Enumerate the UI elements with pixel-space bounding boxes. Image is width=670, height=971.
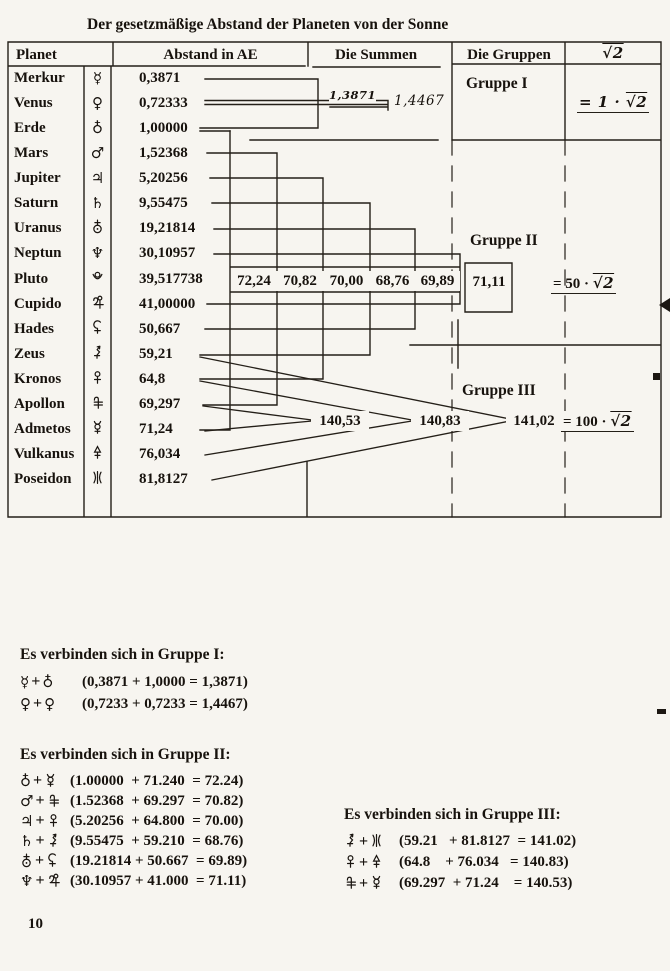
planet-name: Jupiter	[14, 170, 61, 187]
combination-row	[20, 693, 248, 715]
planet-distance-value: 30,10957	[139, 245, 196, 262]
table-row	[0, 293, 670, 315]
group2-sum-cell: 72,24	[231, 271, 277, 291]
jupiter-symbol-icon: ♃	[90, 169, 105, 188]
plus-sign: +	[33, 772, 43, 789]
pluto-symbol-icon	[84, 268, 111, 290]
mars-symbol-icon: ♂	[20, 792, 34, 810]
merkur-symbol-icon: ☿	[92, 69, 103, 87]
group3-sum: 140,53	[311, 411, 369, 431]
table-row	[0, 67, 670, 89]
planet-name: Kronos	[14, 370, 62, 387]
vulkanus-symbol-icon	[84, 443, 111, 465]
combination-row	[20, 791, 247, 811]
plus-sign: +	[359, 832, 369, 850]
kronos-symbol-icon	[47, 812, 60, 831]
combination-formula: (69.297 + 71.24 = 140.53)	[399, 875, 573, 891]
planet-distance-value: 19,21814	[139, 220, 196, 237]
group3-sum: 141,02	[506, 411, 562, 431]
planet-name: Apollon	[14, 395, 65, 412]
combination-formula: (1.52368 + 69.297 = 70.82)	[70, 792, 244, 809]
combination-row	[344, 873, 576, 894]
table-row	[0, 242, 670, 264]
combination-row	[344, 852, 576, 873]
cupido-symbol-icon	[47, 872, 60, 891]
planet-name: Cupido	[14, 295, 62, 312]
table-row	[0, 343, 670, 365]
neptun-symbol-icon: ♆	[20, 872, 34, 890]
kronos-symbol-icon	[344, 853, 357, 872]
planet-distance-value: 1,00000	[139, 120, 188, 137]
venus-symbol-icon: ♀	[44, 695, 56, 713]
table-row	[0, 368, 670, 390]
planet-name: Zeus	[14, 345, 45, 362]
page-title: Der gesetzmäßige Abstand der Planeten von der Sonne	[87, 16, 449, 33]
admetos-symbol-icon	[370, 874, 383, 893]
planet-distance-value: 0,72333	[139, 95, 188, 112]
table-row	[0, 167, 670, 189]
group3-sqrt-result: = 100 · √2	[563, 412, 632, 430]
erde-symbol-icon: ♁	[20, 772, 31, 790]
combination-formula: (0,7233 + 0,7233 = 1,4467)	[82, 695, 248, 712]
group3-combinations-section	[344, 806, 576, 894]
cupido-symbol-icon	[84, 293, 111, 315]
zeus-symbol-icon	[344, 832, 357, 851]
column-header-sqrt2: √2	[602, 44, 624, 62]
planet-distance-value: 39,517738	[139, 270, 203, 287]
apollon-symbol-icon	[84, 393, 111, 415]
saturn-symbol-icon: ♄	[20, 832, 34, 850]
section-heading: Es verbinden sich in Gruppe II:	[20, 746, 231, 763]
zeus-symbol-icon	[84, 343, 111, 365]
combination-formula: (59.21 + 81.8127 = 141.02)	[399, 833, 577, 849]
combination-formula: (9.55475 + 59.210 = 68.76)	[70, 832, 244, 849]
combination-row	[20, 831, 247, 851]
planet-name: Poseidon	[14, 471, 72, 488]
vulkanus-symbol-icon	[370, 853, 383, 872]
plus-sign: +	[33, 695, 43, 712]
group2-sum-cell: 71,11	[472, 274, 506, 290]
planet-name: Pluto	[14, 270, 49, 287]
scan-artifact	[657, 709, 666, 714]
plus-sign: +	[35, 812, 45, 829]
plus-sign: +	[31, 673, 41, 690]
group1-handwritten-sum2: 1,4467	[394, 93, 445, 109]
plus-sign: +	[359, 874, 369, 892]
group2-sum-cell: 70,82	[277, 271, 323, 291]
group2-sum-cell: 70,00	[323, 271, 370, 291]
combination-row	[20, 671, 248, 693]
hades-symbol-icon	[46, 852, 59, 871]
neptun-symbol-icon: ♆	[90, 244, 105, 263]
scan-artifact	[659, 298, 670, 312]
planet-name: Uranus	[14, 220, 62, 237]
table-row	[0, 468, 670, 490]
poseidon-symbol-icon	[370, 832, 383, 851]
group1-handwritten-sum1: 1,3871	[329, 88, 377, 102]
group2-sqrt-result: = 50 · √2	[553, 274, 615, 292]
uranus-symbol-icon	[84, 217, 111, 239]
uranus-symbol-icon	[20, 852, 33, 871]
group2-combinations-section	[20, 746, 247, 891]
planet-distance-value: 9,55475	[139, 195, 188, 212]
group1-combinations-section	[20, 646, 248, 715]
section-heading: Es verbinden sich in Gruppe I:	[20, 646, 225, 663]
column-header-gruppen: Die Gruppen	[467, 47, 551, 63]
table-row	[0, 217, 670, 239]
plus-sign: +	[359, 853, 369, 871]
planet-name: Saturn	[14, 195, 59, 212]
table-row	[0, 443, 670, 465]
column-header-planet: Planet	[16, 47, 57, 63]
zeus-symbol-icon	[47, 832, 60, 851]
kronos-symbol-icon	[84, 368, 111, 390]
planet-name: Venus	[14, 95, 53, 112]
group1-sqrt-result: = 1 · √2	[579, 93, 648, 111]
apollon-symbol-icon	[344, 874, 357, 893]
merkur-symbol-icon: ☿	[20, 673, 30, 691]
planet-distance-value: 69,297	[139, 395, 181, 412]
combination-row	[20, 771, 247, 791]
group2-sum-cell: 68,76	[370, 271, 415, 291]
table-row	[0, 117, 670, 139]
planet-name: Merkur	[14, 70, 65, 86]
combination-row	[20, 811, 247, 831]
table-row	[0, 318, 670, 340]
page-number: 10	[28, 916, 43, 932]
jupiter-symbol-icon: ♃	[20, 812, 34, 830]
admetos-symbol-icon	[84, 418, 111, 440]
apollon-symbol-icon	[47, 792, 60, 811]
planet-name: Admetos	[14, 420, 71, 437]
hades-symbol-icon	[84, 318, 111, 340]
planet-name: Neptun	[14, 245, 62, 262]
combination-formula: (30.10957 + 41.000 = 71.11)	[70, 872, 247, 889]
plus-sign: +	[35, 852, 45, 869]
combination-row	[344, 831, 576, 852]
combination-row	[20, 851, 247, 871]
combination-formula: (5.20256 + 64.800 = 70.00)	[70, 812, 244, 829]
combination-formula: (64.8 + 76.034 = 140.83)	[399, 854, 569, 870]
plus-sign: +	[35, 832, 45, 849]
combination-row	[20, 871, 247, 891]
planet-distance-value: 81,8127	[139, 471, 188, 488]
erde-symbol-icon: ♁	[42, 673, 54, 691]
planet-distance-value: 5,20256	[139, 170, 188, 187]
planet-name: Erde	[14, 120, 46, 137]
admetos-symbol-icon	[44, 772, 57, 791]
planet-distance-value: 0,3871	[139, 70, 181, 86]
saturn-symbol-icon: ♄	[90, 194, 105, 213]
combination-formula: (19.21814 + 50.667 = 69.89)	[70, 852, 248, 869]
group3-sum: 140,83	[411, 411, 469, 431]
planet-distance-value: 64,8	[139, 370, 166, 387]
table-row	[0, 192, 670, 214]
erde-symbol-icon: ♁	[92, 119, 103, 138]
section-heading: Es verbinden sich in Gruppe III:	[344, 806, 561, 823]
planet-distance-value: 50,667	[139, 320, 181, 337]
mars-symbol-icon: ♂	[90, 144, 105, 163]
venus-symbol-icon: ♀	[92, 94, 103, 113]
plus-sign: +	[35, 792, 45, 809]
planet-name: Hades	[14, 320, 55, 337]
combination-formula: (1.00000 + 71.240 = 72.24)	[70, 772, 244, 789]
group2-label: Gruppe II	[470, 232, 538, 249]
planet-distance-value: 41,00000	[139, 295, 196, 312]
group1-label: Gruppe I	[466, 75, 528, 92]
plus-sign: +	[35, 872, 45, 889]
planet-name: Vulkanus	[14, 446, 75, 463]
scan-artifact	[653, 373, 660, 380]
table-row	[0, 142, 670, 164]
planet-name: Mars	[14, 145, 49, 162]
group3-label: Gruppe III	[462, 382, 536, 399]
planet-distance-value: 76,034	[139, 446, 181, 463]
group2-sum-cell: 69,89	[415, 271, 460, 291]
column-header-abstand: Abstand in AE	[163, 47, 258, 63]
planet-distance-value: 71,24	[139, 420, 173, 437]
combination-formula: (0,3871 + 1,0000 = 1,3871)	[82, 673, 248, 690]
planet-distance-value: 59,21	[139, 345, 173, 362]
poseidon-symbol-icon	[84, 468, 111, 490]
planet-distance-value: 1,52368	[139, 145, 188, 162]
venus-symbol-icon: ♀	[20, 695, 31, 713]
column-header-summen: Die Summen	[334, 47, 418, 63]
